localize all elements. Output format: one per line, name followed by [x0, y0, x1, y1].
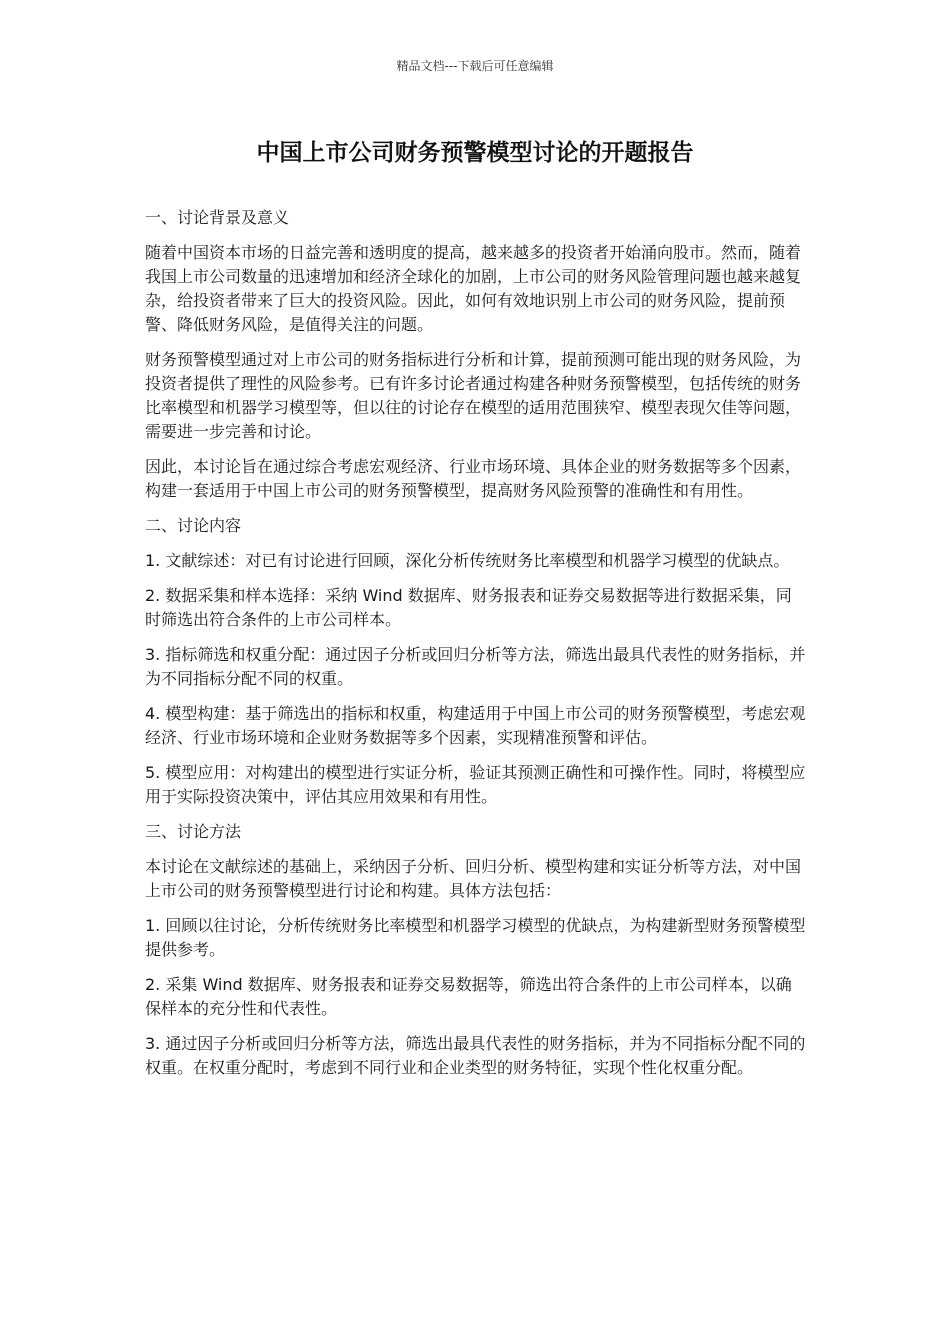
list-item: 5. 模型应用：对构建出的模型进行实证分析，验证其预测正确性和可操作性。同时，将模型应用于实际投资决策中，评估其应用效果和有用性。 [145, 763, 806, 806]
paragraph: 随着中国资本市场的日益完善和透明度的提高，越来越多的投资者开始涌向股市。然而，随着我国上市公司数量的迅速增加和经济全球化的加剧，上市公司的财务风险管理问题也越来越复杂，给投资者带来了巨大的投资风险。因此，如何有效地识别上市公司的财务风险，提前预警、降低财务风险，是值得关注的问题。 [145, 243, 802, 334]
list-item: 2. 采集 Wind 数据库、财务报表和证券交易数据等，筛选出符合条件的上市公司样本，以确保样本的充分性和代表性。 [145, 975, 792, 1018]
list-item: 1. 文献综述：对已有讨论进行回顾，深化分析传统财务比率模型和机器学习模型的优缺点。 [145, 551, 790, 570]
section-heading-method: 三、讨论方法 [145, 822, 242, 841]
document-body [145, 206, 807, 1091]
document-title: 中国上市公司财务预警模型讨论的开题报告 [256, 140, 694, 166]
list-item: 3. 通过因子分析或回归分析等方法，筛选出最具代表性的财务指标，并为不同指标分配不同的权重。在权重分配时，考虑到不同行业和企业类型的财务特征，实现个性化权重分配。 [145, 1034, 806, 1077]
section-heading-content: 二、讨论内容 [145, 516, 242, 535]
paragraph: 因此，本讨论旨在通过综合考虑宏观经济、行业市场环境、具体企业的财务数据等多个因素，构建一套适用于中国上市公司的财务预警模型，提高财务风险预警的准确性和有用性。 [145, 457, 802, 500]
page-header: 精品文档---下载后可任意编辑 [396, 59, 554, 73]
list-item: 1. 回顾以往讨论，分析传统财务比率模型和机器学习模型的优缺点，为构建新型财务预警模型提供参考。 [145, 916, 806, 959]
section-heading-background: 一、讨论背景及意义 [145, 208, 290, 227]
list-item: 2. 数据采集和样本选择：采纳 Wind 数据库、财务报表和证券交易数据等进行数据采集，同时筛选出符合条件的上市公司样本。 [145, 586, 792, 629]
paragraph: 本讨论在文献综述的基础上，采纳因子分析、回归分析、模型构建和实证分析等方法，对中国上市公司的财务预警模型进行讨论和构建。具体方法包括： [145, 857, 802, 900]
list-item: 3. 指标筛选和权重分配：通过因子分析或回归分析等方法，筛选出最具代表性的财务指标，并为不同指标分配不同的权重。 [145, 645, 806, 688]
paragraph: 财务预警模型通过对上市公司的财务指标进行分析和计算，提前预测可能出现的财务风险，为投资者提供了理性的风险参考。已有许多讨论者通过构建各种财务预警模型，包括传统的财务比率模型和机器学习模型等，但以往的讨论存在模型的适用范围狭窄、模型表现欠佳等问题，需要进一步完善和讨论。 [145, 350, 802, 441]
list-item: 4. 模型构建：基于筛选出的指标和权重，构建适用于中国上市公司的财务预警模型，考虑宏观经济、行业市场环境和企业财务数据等多个因素，实现精准预警和评估。 [145, 704, 806, 747]
